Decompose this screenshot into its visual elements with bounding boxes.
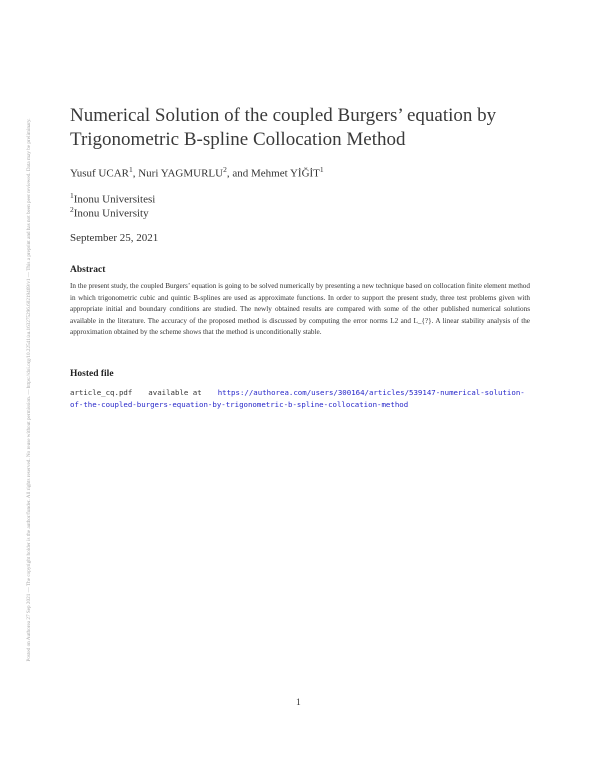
author-name: Nuri YAGMURLU	[138, 167, 224, 180]
abstract-heading: Abstract	[70, 265, 106, 275]
page-number: 1	[296, 698, 301, 708]
affiliation-number: 2	[70, 205, 74, 214]
hosted-available-text: available at	[148, 388, 202, 397]
affiliation-name: Inonu Universitesi	[73, 193, 156, 206]
abstract-text: In the present study, the coupled Burgers’ equation is going to be solved numerically by presenting a new technique based on collocation finite element method in which trigonometric cubic and quintic B-splines are used as approximate functions. In order to support the present study, three test problems given with appropriate initial and boundary conditions are studied. The newly obtained results are compared with some of the other published numerical solutions available in the literature. The accuracy of the proposed method is discussed by computing the error norms L2 and L_{?}. A linear stability analysis of the approximation obtained by the scheme shows that the method is unconditionally stable.	[70, 282, 530, 337]
affiliation	[70, 205, 149, 220]
author-separator: ,	[132, 167, 136, 180]
affiliation-number: 1	[70, 191, 74, 200]
affiliation	[70, 191, 155, 206]
sidebar-text: Posted on Authorea 27 Sep 2021 — The copyright holder is the author/funder. All rights reserved. No reuse without permission. — https://doi.org/10.22541/au.163275296.60219469/v1 — This a preprint and has not been peer reviewed. Data may be preliminary.	[26, 118, 32, 662]
affiliation-name: Inonu University	[73, 207, 149, 220]
paper-title: Numerical Solution of the coupled Burgers’ equation by Trigonometric B-spline Collocation Method	[70, 105, 497, 150]
author-affil-mark: 1	[319, 165, 324, 174]
preprint-sidebar-notice	[22, 60, 36, 720]
author-name: Yusuf UCAR	[70, 167, 129, 180]
author-affil-mark: 2	[223, 165, 227, 174]
hosted-file-line	[70, 387, 530, 411]
author-list	[70, 165, 324, 180]
hosted-file-heading: Hosted file	[70, 369, 114, 379]
author-separator: , and	[226, 167, 249, 180]
publication-date: September 25, 2021	[70, 232, 159, 244]
hosted-file-name[interactable]: article_cq.pdf	[70, 388, 133, 397]
hosted-file-link[interactable]: https://authorea.com/users/300164/articles/539147-numerical-solution-of-the-coupled-burgers-equation-by-trigonometric-b-spline-collocation-method	[70, 388, 525, 409]
author-affil-mark: 1	[128, 165, 133, 174]
author-name: Mehmet YİĞİT	[250, 167, 320, 180]
